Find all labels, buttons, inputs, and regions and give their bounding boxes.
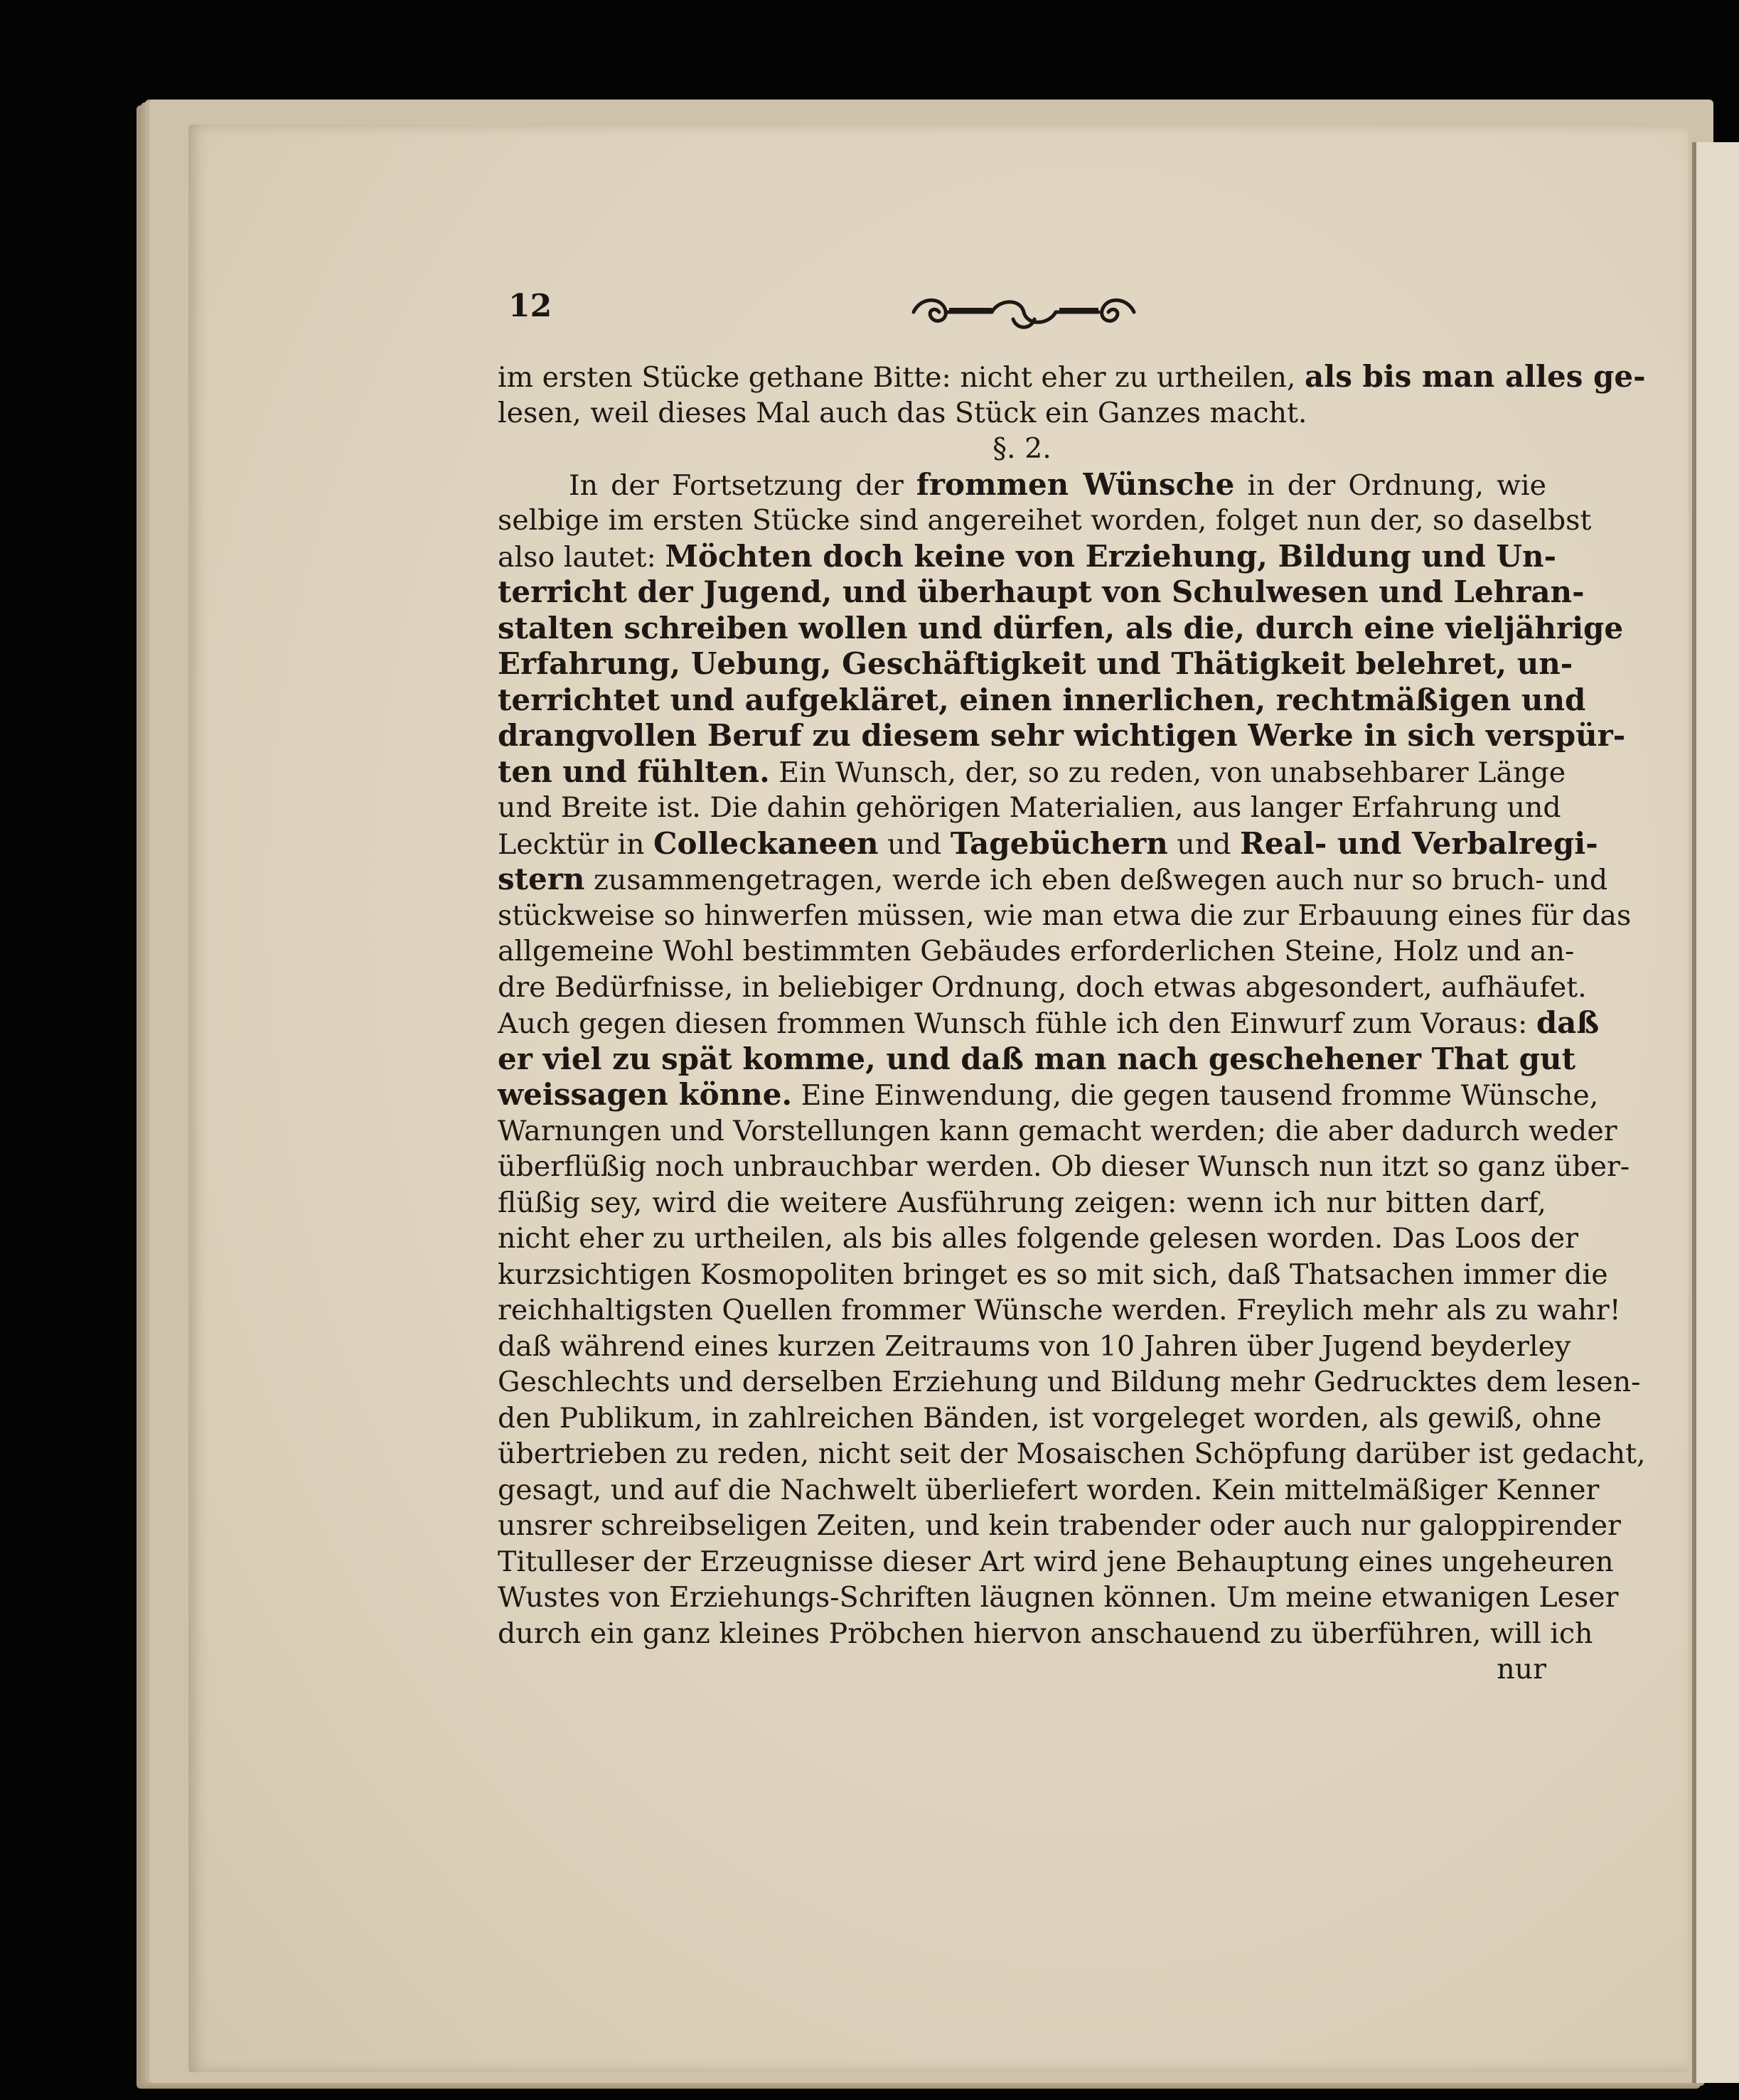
text-line-26 [498, 1292, 1621, 1329]
text-line-23 [498, 1185, 1546, 1221]
text-line-18 [498, 1005, 1600, 1041]
text-line-3 [498, 467, 1546, 503]
text-line-5 [498, 538, 1557, 575]
text-line-22 [498, 1149, 1630, 1185]
text-run: stückweise so hinwerfen müssen, wie man etwa die zur Erbauung eines für das [498, 899, 1632, 932]
text-line-1 [498, 359, 1646, 395]
text-run: also lautet: [498, 540, 665, 574]
text-run: Real- und Verbalregi- [1240, 825, 1598, 861]
text-run: und [878, 827, 951, 861]
text-run: daß [1536, 1005, 1600, 1040]
text-line-8 [498, 646, 1573, 682]
text-line-2 [498, 395, 1546, 432]
text-run: Wustes von Erziehungs-Schriften läugnen können. Um meine etwanigen Leser [498, 1581, 1619, 1614]
text-run: lesen, weil dieses Mal auch das Stück ein Ganzes macht. [498, 396, 1307, 429]
text-run: Warnungen und Vorstellungen kann gemacht werden; die aber dadurch weder [498, 1114, 1617, 1147]
text-run: im ersten Stücke gethane Bitte: nicht eher zu urtheilen, [498, 361, 1305, 394]
text-run: Titulleser der Erzeugnisse dieser Art wird jene Behauptung eines ungeheuren [498, 1545, 1614, 1578]
text-run: frommen Wünsche [916, 466, 1235, 502]
text-run: flüßig sey, wird die weitere Ausführung zeigen: wenn ich nur bitten darf, [498, 1186, 1546, 1219]
text-line-21 [498, 1113, 1617, 1150]
text-run: Geschlechts und derselben Erziehung und Bildung mehr Gedrucktes dem lesen- [498, 1366, 1641, 1398]
text-run: überflüßig noch unbrauchbar werden. Ob dieser Wunsch nun itzt so ganz über- [498, 1150, 1630, 1183]
text-line-13 [498, 825, 1598, 862]
text-run: Tagebüchern [950, 825, 1168, 861]
catchword: nur [1497, 1653, 1546, 1686]
text-run: dre Bedürfnisse, in beliebiger Ordnung, doch etwas abgesondert, aufhäufet. [498, 970, 1587, 1004]
text-run: daß während eines kurzen Zeitraums von 10 Jahren über Jugend beyderley [498, 1329, 1571, 1363]
text-run: Möchten doch keine von Erziehung, Bildung und Un- [665, 538, 1557, 574]
text-line-16 [498, 933, 1575, 970]
text-run: er viel zu spät komme, und daß man nach geschehener That gut [498, 1041, 1575, 1076]
text-run: Colleckaneen [653, 825, 879, 861]
text-run: nicht eher zu urtheilen, als bis alles folgende gelesen worden. Das Loos der [498, 1222, 1579, 1255]
text-line-24 [498, 1221, 1579, 1257]
text-run: drangvollen Beruf zu diesem sehr wichtigen Werke in sich verspür- [498, 718, 1626, 753]
page-header [508, 288, 1532, 345]
text-line-32 [498, 1508, 1621, 1544]
text-run: Erfahrung, Uebung, Geschäftigkeit und Thätigkeit belehret, un- [498, 646, 1573, 681]
text-run: und [1167, 827, 1241, 861]
text-run: stern [498, 862, 585, 896]
text-run: unsrer schreibseligen Zeiten, und kein trabender oder auch nur galoppirender [498, 1509, 1621, 1542]
text-line-27 [498, 1329, 1571, 1365]
text-run: allgemeine Wohl bestimmten Gebäudes erforderlichen Steine, Holz und an- [498, 935, 1575, 968]
text-line-14 [498, 862, 1608, 898]
text-run: den Publikum, in zahlreichen Bänden, ist vorgeleget worden, als gewiß, ohne [498, 1401, 1602, 1435]
text-line-33 [498, 1544, 1614, 1580]
text-run: und Breite ist. Die dahin gehörigen Materialien, aus langer Erfahrung und [498, 791, 1561, 824]
text-run: Auch gegen diesen frommen Wunsch fühle ich den Einwurf zum Voraus: [498, 1007, 1536, 1040]
text-run: selbige im ersten Stücke sind angereihet worden, folget nun der, so daselbst [498, 504, 1592, 537]
text-line-31 [498, 1472, 1600, 1509]
text-line-4 [498, 503, 1592, 539]
text-run: Lecktür in [498, 827, 654, 861]
text-run: gesagt, und auf die Nachwelt überliefert worden. Kein mittelmäßiger Kenner [498, 1473, 1600, 1506]
text-run: durch ein ganz kleines Pröbchen hiervon anschauend zu überführen, will ich [498, 1617, 1593, 1650]
text-run: reichhaltigsten Quellen frommer Wünsche werden. Freylich mehr als zu wahr! [498, 1294, 1621, 1327]
text-run: weissagen könne. [498, 1077, 793, 1112]
text-run: in der Ordnung, wie [1234, 468, 1546, 502]
text-run: übertrieben zu reden, nicht seit der Mosaischen Schöpfung darüber ist gedacht, [498, 1437, 1646, 1470]
facing-page-edge [1692, 142, 1739, 2083]
text-run: Eine Einwendung, die gegen tausend fromme Wünsche, [792, 1079, 1599, 1112]
text-line-17 [498, 970, 1587, 1006]
text-line-6 [498, 574, 1585, 611]
text-run: kurzsichtigen Kosmopoliten bringet es so mit sich, daß Thatsachen immer die [498, 1258, 1608, 1291]
text-run: Ein Wunsch, der, so zu reden, von unabsehbarer Länge [769, 756, 1566, 789]
text-run: zusammengetragen, werde ich eben deßwegen auch nur so bruch- und [584, 864, 1608, 896]
text-line-29 [498, 1400, 1602, 1437]
text-run: In der Fortsetzung der [569, 468, 916, 502]
text-line-7 [498, 610, 1624, 647]
text-line-30 [498, 1436, 1646, 1472]
text-line-25 [498, 1257, 1608, 1293]
text-line-11 [498, 754, 1566, 791]
body-text [498, 359, 1646, 1688]
text-run: stalten schreiben wollen und dürfen, als die, durch eine vieljährige [498, 610, 1624, 645]
text-line-9 [498, 682, 1586, 719]
paragraph-sign: §. 2. [992, 432, 1052, 465]
ornament-icon [906, 291, 1141, 333]
text-run: terrichtet und aufgekläret, einen innerlichen, rechtmäßigen und [498, 682, 1586, 717]
text-line-19 [498, 1041, 1575, 1078]
page-number: 12 [508, 288, 552, 324]
text-line-15 [498, 898, 1632, 934]
text-line-10 [498, 718, 1626, 754]
text-line-34 [498, 1580, 1619, 1616]
text-run: ten und fühlten. [498, 754, 770, 789]
text-line-28 [498, 1364, 1641, 1400]
text-run: terricht der Jugend, und überhaupt von Schulwesen und Lehran- [498, 574, 1585, 609]
text-line-35 [498, 1616, 1593, 1652]
text-run: als bis man alles ge- [1305, 359, 1646, 394]
text-line-20 [498, 1077, 1599, 1113]
text-line-12 [498, 790, 1561, 826]
